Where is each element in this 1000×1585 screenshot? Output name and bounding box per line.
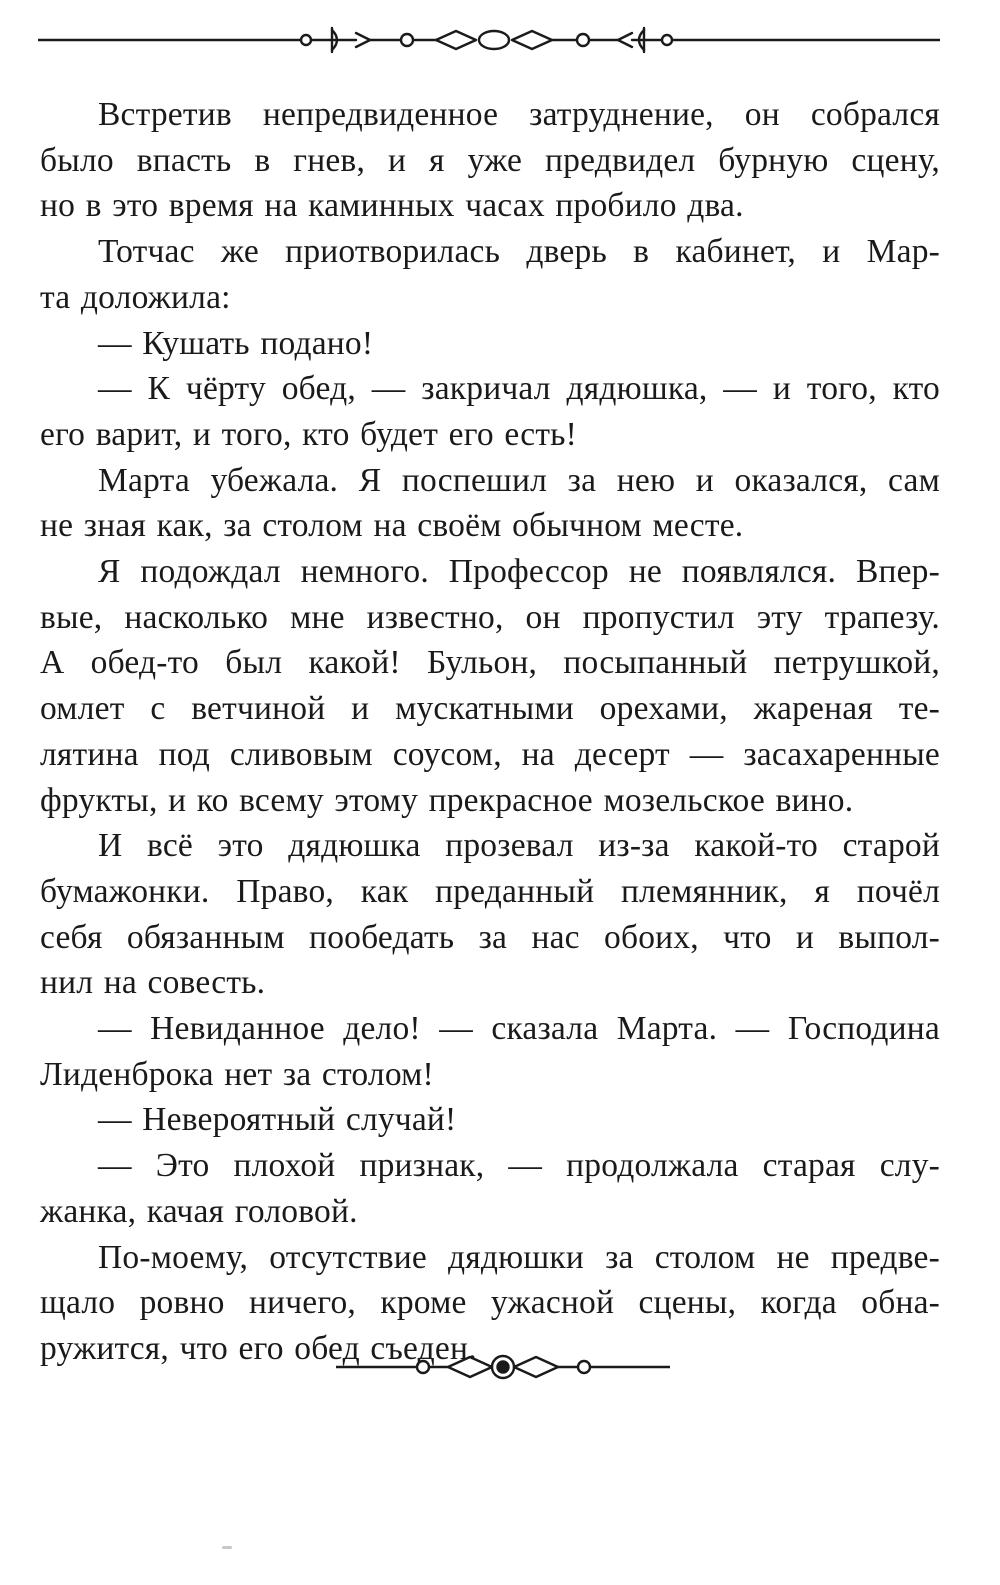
paragraph — [40, 366, 940, 457]
paragraph — [40, 1143, 940, 1234]
bottom-ornament-divider — [336, 1345, 670, 1389]
text-line: щало ровно ничего, кроме ужасной сцены, когда обна- — [40, 1284, 940, 1322]
text-line: Тотчас же приотворилась дверь в кабинет, и Мар- — [98, 233, 940, 271]
text-line: себя обязанным пообедать за нас обоих, что и выпол- — [40, 918, 940, 956]
text-line: Я подождал немного. Профессор не появлялся. Впер- — [98, 553, 940, 591]
body-text — [40, 92, 940, 1372]
text-line: нил на совесть. — [40, 964, 266, 1002]
text-line: его варит, и того, кто будет его есть! — [40, 415, 577, 453]
paragraph — [40, 321, 940, 367]
text-line: вые, насколько мне известно, он пропустил эту трапезу. — [40, 598, 940, 636]
text-line: По-моему, отсутствие дядюшки за столом не предве- — [98, 1238, 940, 1276]
text-line: не зная как, за столом на своём обычном месте. — [40, 507, 744, 545]
text-line: Лиденброка нет за столом! — [40, 1055, 434, 1093]
paragraph — [40, 229, 940, 320]
text-line: ружится, что его обед съеден. — [40, 1329, 477, 1367]
paragraph — [40, 549, 940, 823]
text-line: — К чёрту обед, — закричал дядюшка, — и того, кто — [98, 370, 940, 408]
paragraph — [40, 1097, 940, 1143]
paragraph — [40, 1006, 940, 1097]
text-line: было впасть в гнев, и я уже предвидел бурную сцену, — [40, 141, 940, 179]
top-ornament-divider — [38, 18, 940, 58]
text-line: — Невероятный случай! — [98, 1101, 457, 1139]
text-line: омлет с ветчиной и мускатными орехами, жареная те- — [40, 690, 940, 728]
paragraph — [40, 823, 940, 1006]
text-line: та доложила: — [40, 278, 231, 316]
text-line: — Невиданное дело! — сказала Марта. — Господина — [98, 1010, 940, 1048]
text-line: Встретив непредвиденное затруднение, он собрался — [98, 96, 940, 133]
print-speck — [222, 1546, 232, 1549]
paragraph — [40, 458, 940, 549]
text-line: но в это время на каминных часах пробило два. — [40, 187, 744, 225]
text-line: А обед-то был какой! Бульон, посыпанный петрушкой, — [40, 644, 940, 682]
paragraph — [40, 92, 940, 229]
text-line: бумажонки. Право, как преданный племянник, я почёл — [40, 872, 940, 910]
text-line: И всё это дядюшка прозевал из-за какой-то старой — [98, 827, 940, 865]
text-line: Марта убежала. Я поспешил за нею и оказался, сам — [98, 461, 940, 499]
text-line: — Это плохой признак, — продолжала старая слу- — [98, 1147, 940, 1185]
text-line: лятина под сливовым соусом, на десерт — засахаренные — [40, 735, 940, 773]
text-line: жанка, качая головой. — [40, 1192, 358, 1230]
text-line: — Кушать подано! — [98, 324, 374, 362]
text-line: фрукты, и ко всему этому прекрасное мозельское вино. — [40, 781, 854, 819]
